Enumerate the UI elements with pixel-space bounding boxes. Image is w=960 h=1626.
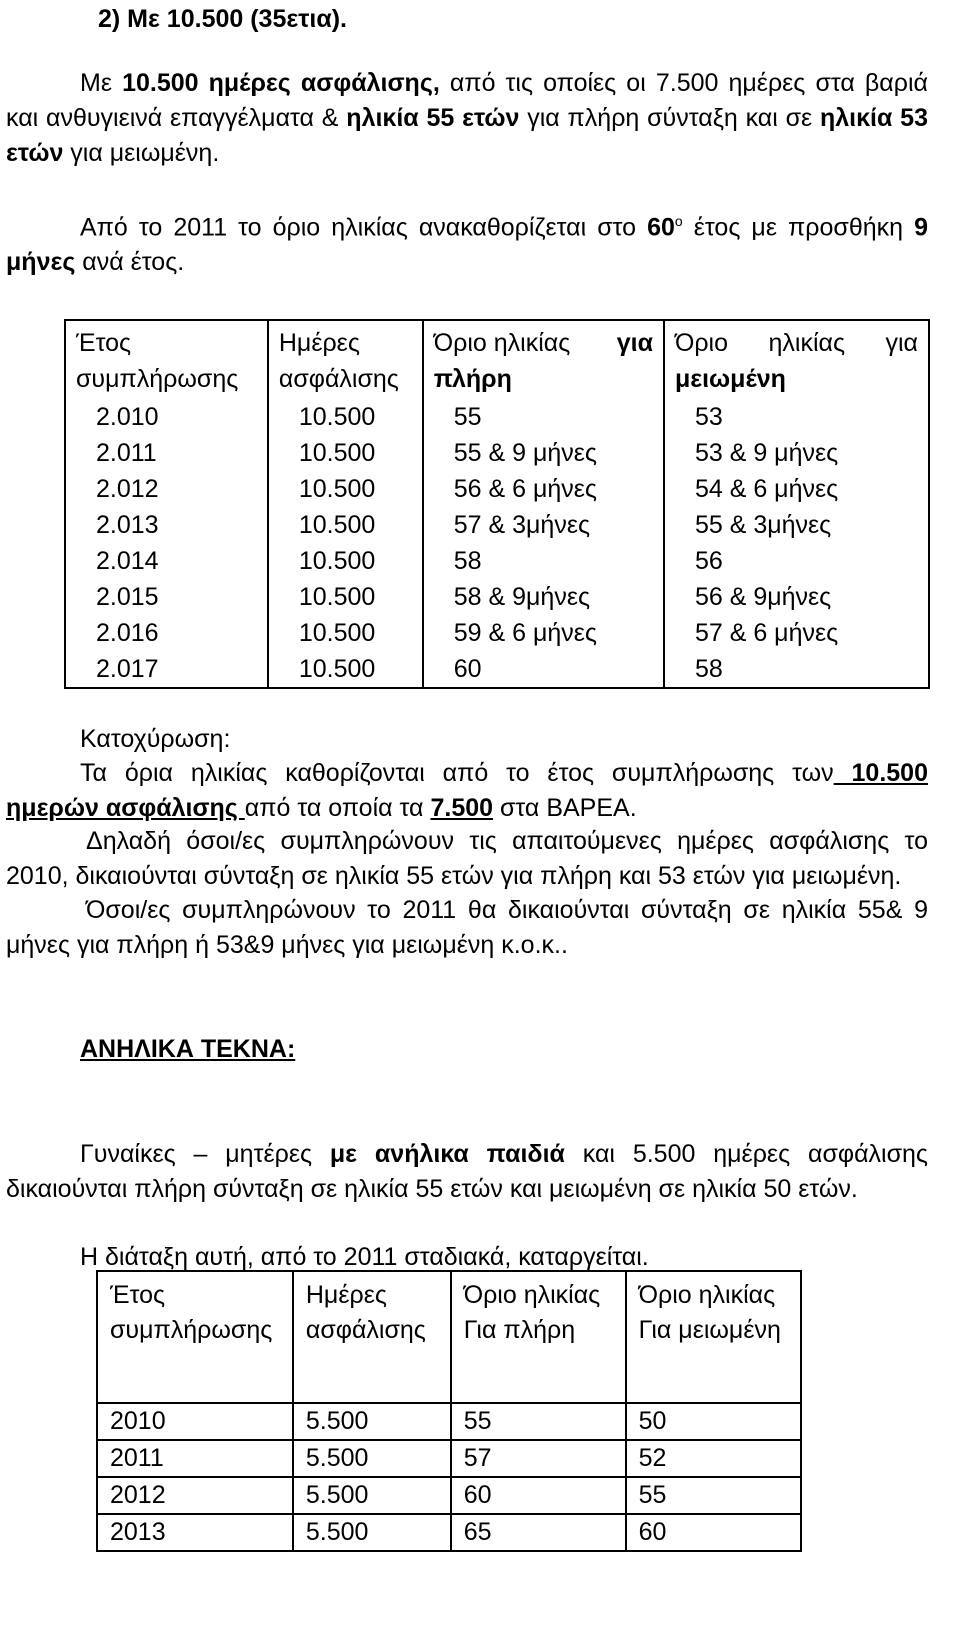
table-cell: 57 <box>451 1440 626 1477</box>
table-row <box>65 471 929 507</box>
table1-header-reduced: Όριο ηλικίας για μειωμένη <box>664 320 929 399</box>
table-cell: 57 & 3μήνες <box>423 507 664 543</box>
table-cell: 2011 <box>97 1440 293 1477</box>
table-row <box>65 435 929 471</box>
table-cell: 10.500 <box>268 543 423 579</box>
table-row <box>97 1514 801 1551</box>
table-cell: 2.016 <box>65 615 268 651</box>
katoxyrosi-text-a: Τα όρια ηλικίας καθορίζονται από το έτος συμπλήρωσης των <box>80 759 834 787</box>
table-cell: 58 & 9μήνες <box>423 579 664 615</box>
p1-text-d: για πλήρη σύνταξη και σε <box>519 104 820 132</box>
table-cell: 53 & 9 μήνες <box>664 435 929 471</box>
table2-header-row <box>97 1271 801 1403</box>
p1-bold-age-full: ηλικία 55 ετών <box>346 104 520 132</box>
paragraph-1 <box>6 66 928 171</box>
table-cell: 10.500 <box>268 435 423 471</box>
table-cell: 2012 <box>97 1477 293 1514</box>
katoxyrosi-label: Κατοχύρωση: <box>80 725 231 753</box>
p3-text: Δηλαδή όσοι/ες συμπληρώνουν τις απαιτούμενες ημέρες ασφάλισης το 2010, δικαιούνται σύνταξη σε ηλικία 55 ετών για πλήρη και 53 ετών για μειωμένη. <box>6 827 928 890</box>
p2-text-d: ανά έτος. <box>75 248 185 277</box>
table-cell: 52 <box>626 1440 801 1477</box>
p5-text-a: Γυναίκες – μητέρες <box>80 1140 330 1168</box>
table-cell: 2.015 <box>65 579 268 615</box>
table-cell: 2010 <box>97 1403 293 1440</box>
retirement-age-table-35years <box>64 319 930 689</box>
p5-text-c: και 5.500 ημέρες ασφάλισης δικαιούνται πλήρη σύνταξη σε ηλικία 55 ετών και μειωμένη σε ηλικία 50 ετών. <box>6 1140 928 1203</box>
katoxyrosi-underlined-7500: 7.500 <box>430 794 494 822</box>
p4-text: Όσοι/ες συμπληρώνουν το 2011 θα δικαιούνται σύνταξη σε ηλικία 55& 9 μήνες για πλήρη ή 53&9 μήνες για μειωμένη κ.ο.κ.. <box>6 896 928 959</box>
section-title-minor-children: ΑΝΗΛΙΚΑ ΤΕΚΝΑ: <box>80 1035 296 1063</box>
table-cell: 56 & 9μήνες <box>664 579 929 615</box>
paragraph-2 <box>6 204 928 280</box>
table-cell: 55 <box>451 1403 626 1440</box>
table-cell: 10.500 <box>268 615 423 651</box>
table2-header-days: Ημέρες ασφάλισης <box>293 1271 451 1403</box>
p1-bold-days: 10.500 ημέρες ασφάλισης, <box>122 69 440 97</box>
table-row <box>97 1477 801 1514</box>
table-cell: 65 <box>451 1514 626 1551</box>
table-cell: 10.500 <box>268 651 423 688</box>
p2-bold-months: 9 μήνες <box>6 213 928 277</box>
p5-bold-minor-children: με ανήλικα παιδιά <box>329 1140 565 1168</box>
table-cell: 2.010 <box>65 399 268 435</box>
p1-text-c: από τις οποίες οι 7.500 ημέρες στα βαριά και ανθυγιεινά επαγγέλματα & <box>6 69 928 132</box>
table1-header-year: Έτος συμπλήρωσης <box>65 320 268 399</box>
table-row <box>97 1403 801 1440</box>
table-cell: 56 <box>664 543 929 579</box>
p1-text-e: για μειωμένη. <box>63 139 220 167</box>
table-cell: 5.500 <box>293 1514 451 1551</box>
table-cell: 5.500 <box>293 1477 451 1514</box>
table-cell: 5.500 <box>293 1403 451 1440</box>
paragraph-6: Η διάταξη αυτή, από το 2011 σταδιακά, καταργείται. <box>80 1243 649 1271</box>
katoxyrosi-text-c: στα ΒΑΡΕΑ. <box>493 794 637 822</box>
table-cell: 2.014 <box>65 543 268 579</box>
table-cell: 2.012 <box>65 471 268 507</box>
minor-children-retirement-table <box>96 1270 802 1552</box>
table1-header-row <box>65 320 929 399</box>
table-row <box>97 1440 801 1477</box>
katoxyrosi-underlined-days: 10.500 ημερών ασφάλισης <box>6 759 928 822</box>
table-cell: 60 <box>451 1477 626 1514</box>
table-row <box>65 543 929 579</box>
table-cell: 2013 <box>97 1514 293 1551</box>
table-cell: 2.011 <box>65 435 268 471</box>
p2-superscript: ο <box>674 213 683 229</box>
table2-header-year: Έτος συμπλήρωσης <box>97 1271 293 1403</box>
table-row <box>65 579 929 615</box>
p1-bold-age-reduced: ηλικία 53 ετών <box>6 104 928 167</box>
table-cell: 53 <box>664 399 929 435</box>
table-cell: 55 & 9 μήνες <box>423 435 664 471</box>
paragraph-4 <box>6 893 928 963</box>
table-cell: 58 <box>664 651 929 688</box>
paragraph-3 <box>6 824 928 894</box>
table1-header-days: Ημέρες ασφάλισης <box>268 320 423 399</box>
p2-text-c: έτος με προσθήκη <box>682 213 915 242</box>
table-cell: 59 & 6 μήνες <box>423 615 664 651</box>
table-cell: 2.013 <box>65 507 268 543</box>
table-cell: 2.017 <box>65 651 268 688</box>
table-row <box>65 507 929 543</box>
table-cell: 10.500 <box>268 579 423 615</box>
section-heading: 2) Με 10.500 (35ετια). <box>98 5 347 33</box>
table-cell: 10.500 <box>268 399 423 435</box>
table-cell: 54 & 6 μήνες <box>664 471 929 507</box>
table-row <box>65 399 929 435</box>
table-row <box>65 651 929 688</box>
table-cell: 50 <box>626 1403 801 1440</box>
table-cell: 60 <box>626 1514 801 1551</box>
table-cell: 58 <box>423 543 664 579</box>
table-row <box>65 615 929 651</box>
table1-header-full: Όριο ηλικίας για πλήρη <box>423 320 664 399</box>
table-cell: 56 & 6 μήνες <box>423 471 664 507</box>
table2-header-reduced: Όριο ηλικίας Για μειωμένη <box>626 1271 801 1403</box>
katoxyrosi-text <box>6 756 928 826</box>
table-cell: 57 & 6 μήνες <box>664 615 929 651</box>
paragraph-5 <box>6 1137 928 1207</box>
p2-text-a: Από το 2011 το όριο ηλικίας ανακαθορίζεται στο <box>80 213 648 242</box>
table-cell: 55 & 3μήνες <box>664 507 929 543</box>
p1-text-a: Με <box>80 69 123 97</box>
table-cell: 55 <box>626 1477 801 1514</box>
table-cell: 10.500 <box>268 507 423 543</box>
table-cell: 5.500 <box>293 1440 451 1477</box>
p2-bold-60: 60 <box>647 213 675 242</box>
table-cell: 10.500 <box>268 471 423 507</box>
katoxyrosi-text-b: από τα οποία τα <box>244 794 431 822</box>
table-cell: 60 <box>423 651 664 688</box>
table2-header-full: Όριο ηλικίας Για πλήρη <box>451 1271 626 1403</box>
table-cell: 55 <box>423 399 664 435</box>
